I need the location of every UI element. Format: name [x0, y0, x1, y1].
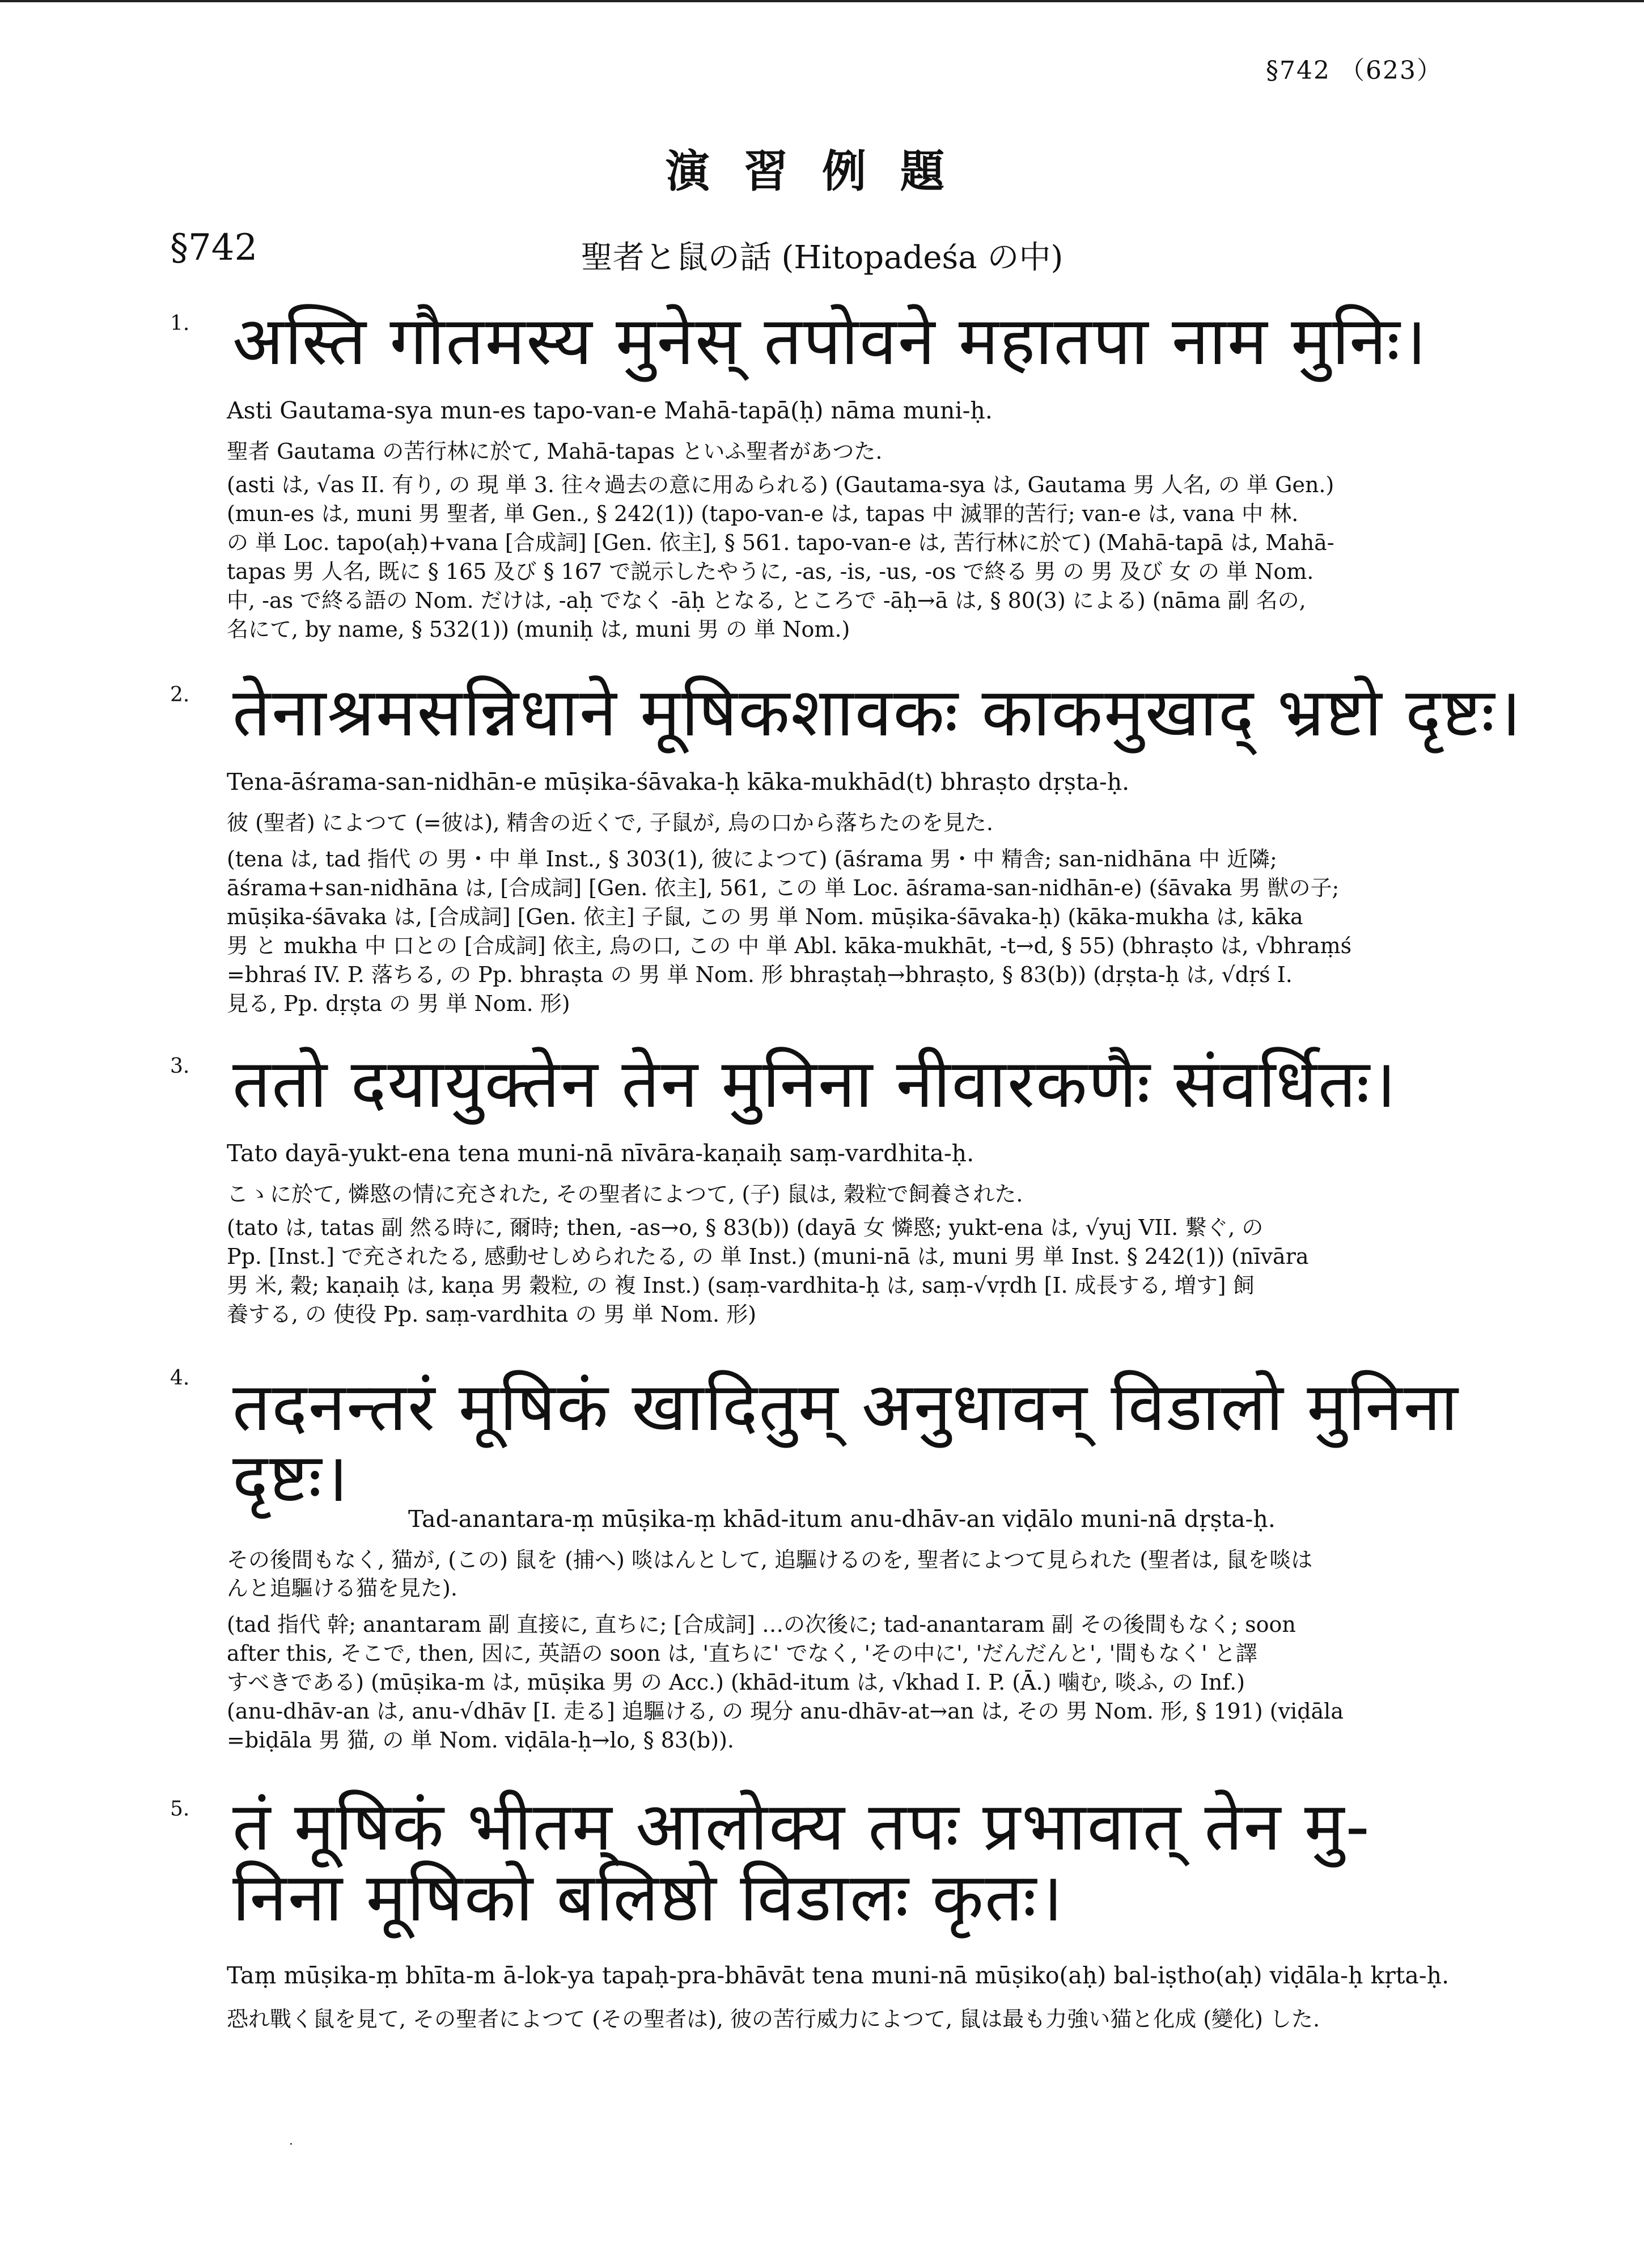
note-line: 中, -as で終る語の Nom. だけは, -aḥ でなく -āḥ となる, ところで -āḥ→ā は, § 80(3) による) (nāma 副 名の,: [227, 588, 1306, 613]
example-number: 4.: [170, 1366, 190, 1390]
devanagari-text: अस्ति गौतमस्य मुनेस् तपोवने महातपा नाम मुनिः।: [232, 302, 1428, 380]
note-line: (tato は, tatas 副 然る時に, 爾時; then, -as→o, § 83(b)) (dayā 女 憐愍; yukt-ena は, √yuj VII. 繋ぐ, の: [227, 1215, 1264, 1240]
example-number: 1.: [170, 312, 190, 335]
note-line: =biḍāla 男 猫, の 単 Nom. viḍāla-ḥ→lo, § 83(b)).: [227, 1728, 734, 1753]
devanagari-text: तेनाश्रमसन्निधाने मूषिकशावकः काकमुखाद् भ्रष्टो दृष्टः।: [232, 673, 1523, 751]
example-4: [170, 1361, 1459, 1775]
devanagari-text: तदनन्तरं मूषिकं खादितुम् अनुधावन् विडालो मुनिना: [232, 1368, 1459, 1446]
transliteration: Tad-anantara-ṃ mūṣika-ṃ khād-itum anu-dhāv-an viḍālo muni-nā dṛṣta-ḥ.: [408, 1505, 1276, 1533]
page-title: 演習例題: [665, 146, 978, 197]
note-line: mūṣika-śāvaka は, [合成詞] [Gen. 依主] 子鼠, この 男 単 Nom. mūṣika-śāvaka-ḥ) (kāka-mukha は, kāka: [227, 904, 1303, 929]
note-line: =bhraś IV. P. 落ちる, の Pp. bhraṣta の 男 単 Nom. 形 bhraṣtaḥ→bhraṣto, § 83(b)) (dṛṣta-ḥ は, √dṛś I.: [227, 962, 1293, 987]
example-3: [170, 1043, 1440, 1361]
note-line: (tad 指代 幹; anantaram 副 直接に, 直ちに; [合成詞] …の次後に; tad-anantaram 副 その後間もなく; soon: [227, 1612, 1296, 1637]
note-line: Pp. [Inst.] で充されたる, 感動せしめられたる, の 単 Inst.) (muni-nā は, muni 男 単 Inst. § 242(1)) (nīvāra: [227, 1244, 1309, 1269]
devanagari-text: तं मूषिकं भीतम् आलोक्य तपः प्रभावात् तेन मु-: [232, 1787, 1371, 1865]
note-line: after this, そこで, then, 因に, 英語の soon は, '直ちに' でなく, 'その中に', 'だんだんと', '間もなく' と譯: [227, 1641, 1257, 1666]
devanagari-text: ततो दयायुक्तेन तेन मुनिना नीवारकणैः संवर्धितः।: [232, 1044, 1397, 1123]
note-line: (mun-es は, muni 男 聖者, 単 Gen., § 242(1)) (tapo-van-e は, tapas 中 滅罪的苦行; van-e は, vana 中 林.: [227, 501, 1299, 526]
note-line: 名にて, by name, § 532(1)) (muniḥ は, muni 男 の 単 Nom.): [227, 617, 850, 642]
example-number: 3.: [170, 1055, 190, 1078]
japanese-translation: 恐れ戰く鼠を見て, その聖者によつて (その聖者は), 彼の苦行威力によつて, 鼠は最も力強い猫と化成 (變化) した.: [227, 2007, 1320, 2032]
transliteration: Taṃ mūṣika-ṃ bhīta-m ā-lok-ya tapaḥ-pra-bhāvāt tena muni-nā mūṣiko(aḥ) bal-iṣtho(aḥ) viḍāla-ḥ kṛta-ḥ.: [227, 1962, 1450, 1989]
section-number: §742: [170, 227, 258, 269]
example-number: 2.: [170, 683, 190, 706]
note-line: (asti は, √as II. 有り, の 現 単 3. 往々過去の意に用ゐられる) (Gautama-sya は, Gautama 男 人名, の 単 Gen.): [227, 472, 1334, 497]
note-line: (tena は, tad 指代 の 男・中 単 Inst., § 303(1), 彼によつて) (āśrama 男・中 精舎; san-nidhāna 中 近隣;: [227, 847, 1277, 871]
note-line: すべきである) (mūṣika-m は, mūṣika 男 の Acc.) (khād-itum は, √khad I. P. (Ā.) 噛む, 啖ふ, の Inf.): [227, 1670, 1245, 1695]
japanese-translation: こゝに於て, 憐愍の情に充された, その聖者によつて, (子) 鼠は, 穀粒で飼養された.: [227, 1182, 1023, 1207]
devanagari-text-end: दृष्टः।: [232, 1438, 350, 1517]
note-line: (anu-dhāv-an は, anu-√dhāv [I. 走る] 追驅ける, の 現分 anu-dhāv-at→an は, その 男 Nom. 形, § 191) (viḍāla: [227, 1699, 1344, 1724]
transliteration: Tato dayā-yukt-ena tena muni-nā nīvāra-kaṇaiḥ saṃ-vardhita-ḥ.: [227, 1140, 974, 1167]
example-1: [170, 302, 1440, 658]
grammar-notes: [227, 1213, 1446, 1329]
example-number: 5.: [170, 1797, 190, 1821]
devanagari-text-line2: निना मूषिको बलिष्ठो विडालः कृतः।: [232, 1858, 1064, 1936]
page-speck: ·: [289, 2138, 293, 2152]
note-line: 男 米, 穀; kaṇaiḥ は, kaṇa 男 穀粒, の 複 Inst.) (saṃ-vardhita-ḥ は, saṃ-√vṛdh [I. 成長する, 増す] 飼: [227, 1273, 1255, 1298]
transliteration: Asti Gautama-sya mun-es tapo-van-e Mahā-tapā(ḥ) nāma muni-ḥ.: [227, 397, 993, 424]
japanese-translation-cont: んと追驅ける猫を見た).: [227, 1576, 457, 1601]
note-line: の 単 Loc. tapo(aḥ)+vana [合成詞] [Gen. 依主], § 561. tapo-van-e は, 苦行林に於て) (Mahā-tapā は, Mahā-: [227, 530, 1334, 555]
note-line: 養する, の 使役 Pp. saṃ-vardhita の 男 単 Nom. 形): [227, 1302, 757, 1327]
japanese-translation: その後間もなく, 猫が, (この) 鼠を (捕へ) 啖はんとして, 追驅けるのを, 聖者によつて見られた (聖者は, 鼠を啖は: [227, 1547, 1313, 1572]
section-title: 聖者と鼠の話 (Hitopadeśa の中): [581, 239, 1063, 276]
japanese-translation: 彼 (聖者) によつて (=彼は), 精舎の近くで, 子鼠が, 烏の口から落ちたのを見た.: [227, 810, 993, 835]
note-line: āśrama+san-nidhāna は, [合成詞] [Gen. 依主], 561, この 単 Loc. āśrama-san-nidhān-e) (śāvaka 男 獣の子;: [227, 875, 1340, 900]
note-line: 男 と mukha 中 口との [合成詞] 依主, 烏の口, この 中 単 Abl. kāka-mukhāt, -t→d, § 55) (bhraṣto は, √bhraṃś: [227, 933, 1352, 958]
page-reference: §742 （623）: [1266, 56, 1443, 85]
grammar-notes: [227, 471, 1446, 644]
example-5: [170, 1780, 1450, 2075]
top-rule: [0, 0, 1644, 2]
note-line: 見る, Pp. dṛṣta の 男 単 Nom. 形): [227, 991, 570, 1016]
grammar-notes: [227, 1610, 1446, 1755]
grammar-notes: [227, 845, 1446, 1018]
example-2: [170, 666, 1523, 1040]
japanese-translation: 聖者 Gautama の苦行林に於て, Mahā-tapas といふ聖者があつた.: [227, 439, 883, 464]
note-line: tapas 男 人名, 既に § 165 及び § 167 で説示したやうに, -as, -is, -us, -os で終る 男 の 男 及び 女 の 単 Nom.: [227, 559, 1314, 584]
transliteration: Tena-āśrama-san-nidhān-e mūṣika-śāvaka-ḥ kāka-mukhād(t) bhraṣto dṛṣta-ḥ.: [227, 768, 1130, 796]
